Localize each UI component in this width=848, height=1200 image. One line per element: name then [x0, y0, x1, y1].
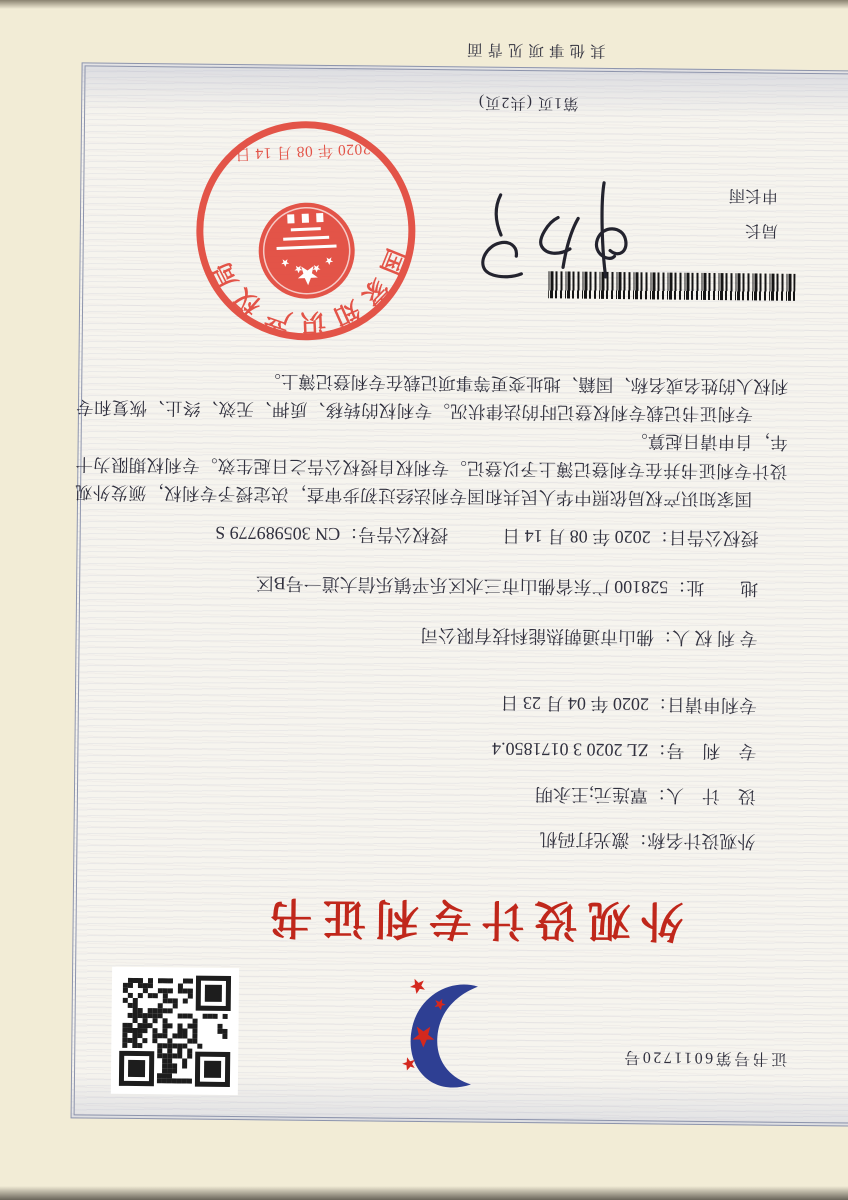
signatory-name: 申长雨 [728, 186, 779, 207]
grant-date-value: 2020 年 08 月 14 日 [502, 525, 651, 548]
anti-counterfeit-logo-icon [389, 970, 502, 1099]
signatory-title: 局长 [744, 221, 778, 241]
design-name-field [539, 827, 755, 855]
national-emblem-icon [257, 201, 357, 301]
body-paragraph: 专利证书记载专利权登记时的法律状况。专利权的转移、质押、无效、终止、恢复和专利权人的姓名或名称、国籍、地址变更等事项记载在专利登记簿上。 [75, 370, 789, 425]
official-seal-icon [185, 110, 427, 352]
scan-edge-shadow-top [0, 0, 848, 9]
certificate-title: 外观设计专利证书 [259, 892, 684, 944]
filing-date-label: 专利申请日： [648, 694, 758, 716]
qr-finder-icon [196, 976, 231, 1011]
seal-date-text: 2020 年 08 月 14 日 [234, 139, 371, 163]
filing-date-value: 2020 年 04 月 23 日 [500, 692, 650, 715]
qr-code [114, 970, 236, 1092]
scan-edge-shadow-bottom [0, 1186, 848, 1200]
design-name-label: 外观设计名称： [629, 830, 756, 852]
qr-finder-icon [119, 1051, 154, 1086]
design-name-value: 激光打码机 [539, 829, 630, 851]
legal-body-text [75, 365, 788, 514]
grant-number-value: CN 305989779 S [215, 522, 341, 545]
designer-value: 覃连元;王永明 [534, 784, 649, 806]
body-paragraph: 国家知识产权局依照中华人民共和国专利法经过初步审查，决定授予专利权，颁发外观设计专利证书并在专利登记簿上予以登记。专利权自授权公告之日起生效。专利权期限为十年，自申请日起算。 [75, 431, 788, 510]
qr-finder-icon [195, 1052, 230, 1087]
designer-label: 设 计 人： [647, 785, 757, 807]
grant-number-label: 授权公告号： [340, 524, 449, 546]
designer-field [535, 782, 756, 810]
certificate-number: 证书号第6011720号 [621, 1048, 788, 1067]
patentee-label: 专 利 权 人： [654, 627, 758, 649]
grant-date-label: 授权公告日： [650, 527, 759, 549]
address-label: 地 址： [668, 577, 759, 599]
back-side-note: 其他事项见背面 [461, 40, 606, 59]
patentee-field [420, 623, 758, 653]
seal-authority-text: 国家知识产权局 [204, 244, 410, 336]
patent-number-value: ZL 2020 3 0171850.4 [492, 738, 649, 761]
patentee-value: 佛山市通朝热能科技有限公司 [420, 624, 655, 648]
grant-number [215, 521, 448, 549]
address-value: 528100 广东省佛山市三水区乐平镇乐信大道一号B区 [255, 573, 669, 598]
signature-handwriting [446, 155, 648, 307]
patent-number-label: 专 利 号： [648, 740, 757, 762]
page-number: 第1页 (共2页) [477, 93, 579, 112]
signatory-block [728, 178, 778, 248]
grant-date [502, 524, 759, 553]
filing-date-field [500, 691, 757, 720]
patent-number-field [492, 737, 757, 766]
address-field [256, 571, 759, 602]
